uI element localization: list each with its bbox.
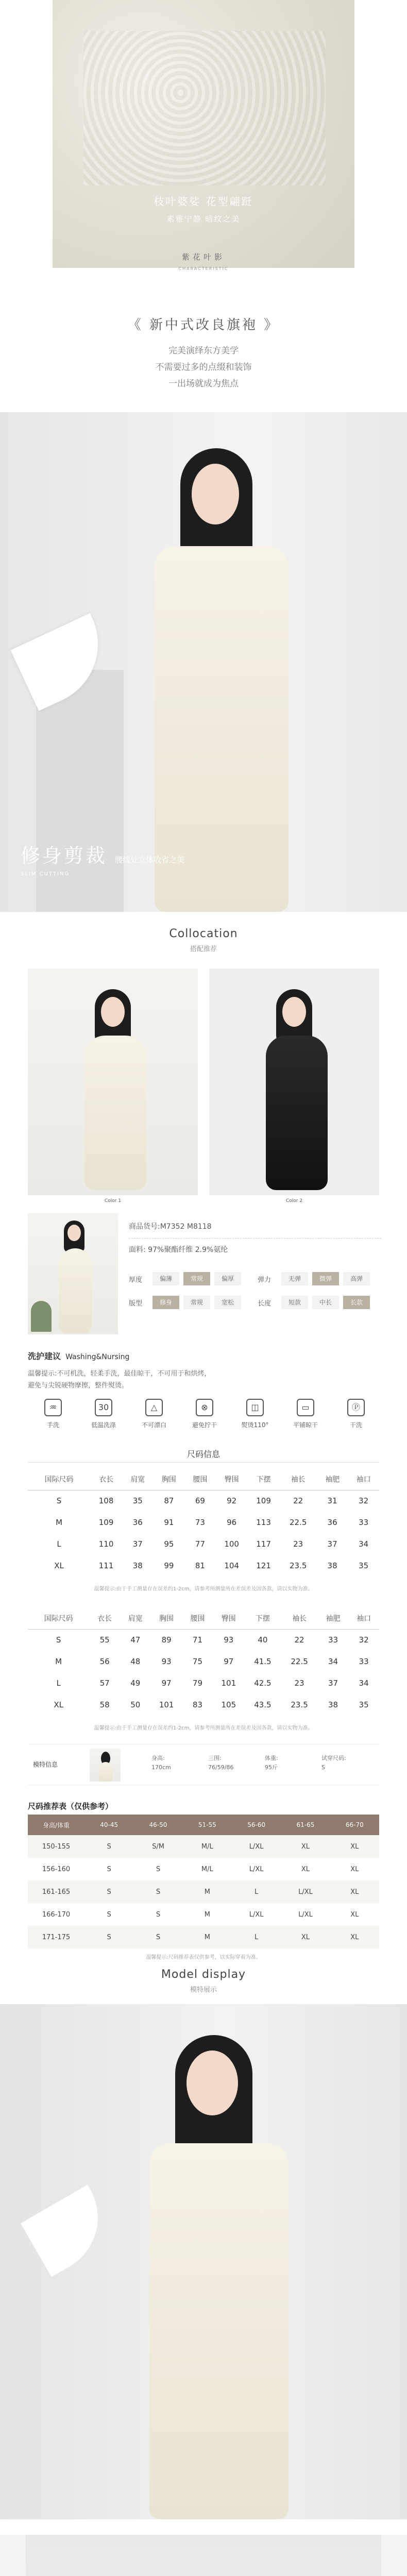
fabric-info: 面料: 97%聚酯纤维 2.9%氨纶	[129, 1246, 228, 1254]
recommend-header-cell: 66-70	[345, 1821, 364, 1828]
recommend-height-cell: 150-155	[42, 1842, 71, 1851]
hero-brand-cn: 紫花叶影	[181, 252, 225, 262]
attr-option: 常规	[183, 1296, 210, 1309]
table-cell: 92	[227, 1496, 237, 1506]
recommend-cell: XL	[301, 1842, 310, 1851]
model-info-cell	[208, 1754, 260, 1772]
recommend-cell: XL	[350, 1933, 359, 1941]
attr-label: 厚度	[129, 1276, 143, 1284]
model-info-text: S	[321, 1764, 325, 1771]
table-cell: 23	[294, 1679, 304, 1688]
wash-icon-label: 避免拧干	[192, 1421, 217, 1429]
model-dress-light	[84, 1036, 146, 1190]
recommend-cell: L/XL	[249, 1865, 264, 1873]
caption-sub: 腰线处立体收省之美	[115, 855, 185, 865]
size-info-title: 尺码信息	[186, 1449, 220, 1459]
attr-option: 宽松	[214, 1296, 241, 1309]
table-header-cell: 肩宽	[122, 1468, 154, 1490]
recommend-cell: M	[204, 1910, 210, 1919]
attr-option: 微弹	[312, 1272, 339, 1285]
recommend-cell: L/XL	[298, 1910, 313, 1919]
table-cell: 93	[224, 1635, 234, 1645]
recommend-cell: L/XL	[249, 1910, 264, 1919]
wash-title: 洗护建议	[28, 1351, 61, 1361]
table-header-cell: 袖口	[348, 1607, 379, 1629]
table-cell: 33	[359, 1657, 369, 1666]
attr-option: 短款	[281, 1296, 308, 1309]
attr-row	[258, 1294, 381, 1312]
table-row	[28, 1512, 379, 1533]
hero-line1: 枝叶婆娑 花型翩跹	[154, 195, 253, 208]
recommend-height-cell: 161-165	[42, 1888, 71, 1896]
table-cell: 97	[224, 1657, 234, 1666]
recommend-cell: S	[156, 1888, 161, 1896]
table-cell: 73	[195, 1518, 205, 1527]
collocation-photo-1	[28, 969, 198, 1195]
table-cell: 40	[258, 1635, 268, 1645]
table-cell: 48	[130, 1657, 141, 1666]
hero-brand-en: CHARACTERISTIC	[178, 266, 229, 271]
wash-text-2: 避免与尖锐硬物摩擦，整件熨烫。	[28, 1382, 129, 1389]
recommend-cell: S	[107, 1910, 111, 1919]
table-cell: 108	[98, 1496, 114, 1506]
table-cell: 49	[130, 1679, 141, 1688]
model-photo-1	[0, 412, 407, 912]
recommend-cell: L/XL	[249, 1842, 264, 1851]
plant-prop	[31, 1301, 52, 1332]
table-cell: S	[56, 1496, 62, 1506]
recommend-row	[28, 1880, 379, 1903]
table-header-cell: 衣长	[89, 1607, 120, 1629]
recommend-row	[28, 1926, 379, 1948]
table-cell: 97	[161, 1679, 172, 1688]
table-cell: 31	[327, 1496, 337, 1506]
wash-icon-label: 手洗	[46, 1421, 59, 1429]
wash-icon-item	[280, 1399, 331, 1435]
table-cell: 77	[195, 1539, 205, 1549]
table-cell: 96	[227, 1518, 237, 1527]
table-cell: 81	[195, 1561, 205, 1570]
table-cell: 47	[130, 1635, 141, 1645]
table-header-cell: 胸围	[154, 1468, 185, 1490]
table-cell: 41.5	[254, 1657, 272, 1666]
table-cell: 87	[164, 1496, 174, 1506]
table-cell: 69	[195, 1496, 205, 1506]
recommend-cell: M/L	[201, 1842, 213, 1851]
model-info-text: 95斤	[265, 1764, 278, 1771]
model-face	[67, 1225, 81, 1241]
recommend-header-cell: 61-65	[296, 1821, 315, 1828]
recommend-cell: S	[156, 1933, 161, 1941]
size-title-rule	[28, 1462, 379, 1463]
model-info-text: 试穿尺码:	[321, 1755, 346, 1761]
attr-option: 中长	[312, 1296, 339, 1309]
wash-symbol-icon: Ⓟ	[347, 1399, 365, 1416]
attr-option: 偏厚	[214, 1272, 241, 1285]
table-cell: M	[56, 1518, 63, 1527]
table-row	[28, 1533, 379, 1555]
table-header-cell: 袖口	[348, 1468, 379, 1490]
table-cell: L	[56, 1679, 61, 1688]
attr-row	[129, 1294, 252, 1312]
recommend-cell: S/M	[152, 1842, 164, 1851]
table-cell: 99	[164, 1561, 174, 1570]
attr-label: 弹力	[258, 1276, 272, 1284]
recommend-header-cell: 身高/体重	[42, 1821, 70, 1829]
info-thumbnail	[28, 1213, 118, 1334]
table-cell: 37	[327, 1539, 337, 1549]
wash-symbol-icon: ♒	[44, 1399, 62, 1416]
model-dress	[59, 1248, 92, 1333]
table-cell: 35	[132, 1496, 143, 1506]
table-cell: 55	[99, 1635, 110, 1645]
table-header-cell: 衣长	[90, 1468, 122, 1490]
intro-line-1: 完美演绎东方美学	[168, 346, 239, 356]
table-cell: 35	[359, 1700, 369, 1709]
table-header-cell: 腰围	[184, 1468, 216, 1490]
model-display-cn: 模特展示	[190, 1986, 217, 1994]
attr-option: 常规	[183, 1272, 210, 1285]
wash-icon-item	[129, 1399, 179, 1435]
table-cell: 22.5	[289, 1518, 307, 1527]
model-face	[101, 997, 125, 1027]
table-cell: 37	[328, 1679, 338, 1688]
wash-symbol-icon: △	[145, 1399, 163, 1416]
table-header-cell: 下摆	[244, 1607, 281, 1629]
recommend-cell: XL	[301, 1933, 310, 1941]
table-cell: 50	[130, 1700, 141, 1709]
collocation-photo-2	[209, 969, 379, 1195]
recommend-cell: XL	[350, 1888, 359, 1896]
color-label-1: Color 1	[104, 1198, 122, 1204]
attr-label: 版型	[129, 1300, 143, 1308]
table-header-cell: 肩宽	[120, 1607, 151, 1629]
recommend-note: 温馨提示:尺码推荐表仅供参考，以实际穿着为准。	[146, 1955, 261, 1960]
attr-option: 偏薄	[152, 1272, 179, 1285]
size-table-2	[28, 1607, 379, 1716]
table-cell: 22.5	[291, 1657, 308, 1666]
wash-symbol-icon: 30	[95, 1399, 112, 1416]
wash-icon-item	[28, 1399, 78, 1435]
table-row	[28, 1672, 379, 1694]
table-cell: 104	[224, 1561, 239, 1570]
table-cell: 79	[192, 1679, 203, 1688]
table-cell: 35	[359, 1561, 369, 1570]
table-cell: 111	[98, 1561, 114, 1570]
table-cell: 33	[359, 1518, 369, 1527]
table-cell: L	[57, 1539, 61, 1549]
table-cell: 32	[359, 1496, 369, 1506]
model-photo-2	[0, 2004, 407, 2519]
wash-icon-item	[331, 1399, 381, 1435]
recommend-cell: S	[107, 1842, 111, 1851]
recommend-cell: XL	[350, 1910, 359, 1919]
table-cell: 91	[164, 1518, 174, 1527]
table-cell: 38	[328, 1700, 338, 1709]
caption-en: SLIM CUTTING	[21, 871, 70, 877]
model-info-cell	[151, 1754, 203, 1772]
table-cell: 75	[192, 1657, 203, 1666]
table-header-cell: 胸围	[151, 1607, 182, 1629]
recommend-row	[28, 1858, 379, 1880]
wash-symbol-icon: ◫	[246, 1399, 264, 1416]
table-cell: 33	[328, 1635, 338, 1645]
table-cell: 105	[221, 1700, 236, 1709]
table-cell: 22	[293, 1496, 303, 1506]
model-info-box	[28, 1744, 379, 1785]
wash-symbol-icon: ▭	[297, 1399, 314, 1416]
wash-icon-label: 低温洗涤	[91, 1421, 116, 1429]
table-cell: 43.5	[254, 1700, 272, 1709]
table-row	[28, 1490, 379, 1512]
table-cell: XL	[54, 1561, 64, 1570]
wash-text-1: 温馨提示:不可机洗，轻柔手洗，最佳晾干，不可用于和烘烤，	[28, 1370, 211, 1378]
model-info-text: 170cm	[151, 1764, 171, 1771]
recommend-cell: XL	[350, 1842, 359, 1851]
table-cell: 34	[359, 1679, 369, 1688]
model-info-cell	[321, 1754, 373, 1772]
caption-title: 修身剪裁	[21, 844, 108, 867]
table-cell: 100	[224, 1539, 239, 1549]
table-cell: 117	[256, 1539, 271, 1549]
recommend-header-cell: 56-60	[247, 1821, 266, 1828]
intro-line-3: 一出场就成为焦点	[168, 379, 239, 389]
table-cell: 93	[161, 1657, 172, 1666]
table-cell: 57	[99, 1679, 110, 1688]
table-cell: S	[56, 1635, 61, 1645]
table-header-cell: 袖长	[281, 1607, 317, 1629]
recommend-cell: S	[107, 1933, 111, 1941]
table-cell: 34	[359, 1539, 369, 1549]
table-header-cell: 腰围	[182, 1607, 213, 1629]
hero-line2: 素雅宁静 暗纹之美	[166, 214, 241, 224]
table-cell: 113	[256, 1518, 271, 1527]
wash-title-en: Washing&Nursing	[65, 1353, 130, 1361]
table-row	[28, 1694, 379, 1716]
table-header-cell: 臀围	[216, 1468, 248, 1490]
recommend-header-row	[28, 1815, 379, 1835]
table-cell: 36	[132, 1518, 143, 1527]
table-cell: 58	[99, 1700, 110, 1709]
model-dress	[149, 2143, 289, 2519]
table-cell: 121	[256, 1561, 271, 1570]
item-number: 商品货号:M7352 M8118	[129, 1221, 381, 1239]
model-info-text: 体重:	[265, 1755, 278, 1761]
attr-label: 长度	[258, 1300, 272, 1308]
model-info-cell	[265, 1754, 316, 1772]
recommend-cell: L/XL	[298, 1888, 313, 1896]
recommend-cell: M	[204, 1888, 210, 1896]
wash-icon-label: 干洗	[349, 1421, 362, 1429]
hero-section	[0, 0, 407, 289]
table-cell: 89	[161, 1635, 172, 1645]
table-cell: 56	[99, 1657, 110, 1666]
table-cell: XL	[54, 1700, 63, 1709]
fabric-pattern	[83, 31, 326, 185]
table-cell: 110	[98, 1539, 114, 1549]
intro-line-2: 不需要过多的点缀和装饰	[155, 362, 252, 372]
attr-option: 长款	[343, 1296, 370, 1309]
attr-row	[258, 1270, 381, 1289]
collocation-title-cn: 搭配推荐	[190, 945, 217, 953]
table-cell: 23.5	[289, 1561, 307, 1570]
recommend-header-cell: 51-55	[198, 1821, 216, 1828]
table-cell: 83	[192, 1700, 203, 1709]
table-cell: 22	[294, 1635, 304, 1645]
table-row	[28, 1629, 379, 1651]
recommend-header-cell: 40-45	[100, 1821, 118, 1828]
table-header-row	[28, 1468, 379, 1490]
wash-icon-item	[230, 1399, 280, 1435]
table-row	[28, 1651, 379, 1672]
model-info-text: 身高:	[151, 1755, 165, 1761]
model-face	[282, 997, 306, 1027]
table-cell: 109	[256, 1496, 271, 1506]
table-cell: 38	[327, 1561, 337, 1570]
model-display-en: Model display	[161, 1968, 246, 1981]
size-note-2: 温馨提示:由于手工测量存在误差约1-2cm，请参考所测量所在差误差及因各款，请以实物为准。	[94, 1725, 313, 1731]
recommend-cell: M/L	[201, 1865, 213, 1873]
attr-row	[129, 1270, 252, 1289]
recommend-height-cell: 166-170	[42, 1910, 71, 1919]
recommend-cell: XL	[301, 1865, 310, 1873]
wash-icons-row	[28, 1399, 383, 1435]
wash-symbol-icon: ⊗	[196, 1399, 213, 1416]
room-bg	[26, 2535, 381, 2576]
recommend-cell: XL	[350, 1865, 359, 1873]
recommend-cell: S	[156, 1910, 161, 1919]
intro-title: 《 新中式改良旗袍 》	[127, 317, 280, 333]
recommend-cell: S	[107, 1888, 111, 1896]
wash-icon-item	[179, 1399, 230, 1435]
wash-icon-item	[78, 1399, 129, 1435]
table-cell: M	[55, 1657, 62, 1666]
collocation-title-en: Collocation	[169, 927, 238, 940]
table-cell: 101	[159, 1700, 174, 1709]
hero-fabric-image	[53, 0, 354, 268]
table-cell: 38	[132, 1561, 143, 1570]
table-cell: 23	[293, 1539, 303, 1549]
table-cell: 95	[164, 1539, 174, 1549]
recommend-header-cell: 46-50	[149, 1821, 167, 1828]
recommend-cell: S	[156, 1865, 161, 1873]
model-photo-3	[0, 2535, 407, 2576]
table-cell: 71	[192, 1635, 203, 1645]
table-cell: 109	[98, 1518, 114, 1527]
table-header-cell: 臀围	[213, 1607, 244, 1629]
recommend-row	[28, 1903, 379, 1926]
wash-icon-label: 不可漂白	[141, 1421, 166, 1429]
color-label-2: Color 2	[285, 1198, 303, 1204]
table-header-row	[28, 1607, 379, 1629]
recommend-cell: M	[204, 1933, 210, 1941]
table-header-cell: 袖肥	[318, 1607, 349, 1629]
wash-icon-label: 平铺晾干	[293, 1421, 318, 1429]
table-header-cell: 袖长	[280, 1468, 317, 1490]
table-cell: 23.5	[291, 1700, 308, 1709]
attribute-grid	[129, 1270, 381, 1321]
attr-option: 高弹	[343, 1272, 370, 1285]
table-header-cell: 国际尺码	[28, 1607, 89, 1629]
table-cell: 42.5	[254, 1679, 272, 1688]
table-cell: 32	[359, 1635, 369, 1645]
attr-option: 无弹	[281, 1272, 308, 1285]
wash-icon-label: 熨烫110°	[241, 1421, 269, 1429]
table-header-cell: 袖肥	[317, 1468, 348, 1490]
model-face	[186, 2050, 238, 2115]
model-dress	[99, 1762, 112, 1782]
recommend-row	[28, 1835, 379, 1858]
size-table-1	[28, 1468, 379, 1577]
table-cell: 36	[327, 1518, 337, 1527]
model-info-text: 三围:	[208, 1755, 222, 1761]
model-dress-black	[266, 1036, 328, 1190]
recommend-cell: L	[255, 1888, 259, 1896]
table-header-cell: 国际尺码	[28, 1468, 90, 1490]
recommend-cell: L	[255, 1933, 259, 1941]
recommend-title: 尺码推荐表（仅供参考）	[28, 1802, 113, 1811]
model-info-text: 76/59/86	[208, 1764, 234, 1771]
table-cell: 34	[328, 1657, 338, 1666]
model-info-thumb	[90, 1749, 121, 1782]
table-cell: 37	[132, 1539, 143, 1549]
recommend-table	[28, 1815, 379, 1948]
model-face	[192, 464, 239, 524]
table-row	[28, 1555, 379, 1577]
size-note-1: 温馨提示:由于手工测量存在误差约1-2cm，请参考所测量所在差误差及因各款，请以实物为准。	[94, 1586, 313, 1592]
table-cell: 101	[221, 1679, 236, 1688]
recommend-height-cell: 171-175	[42, 1933, 71, 1941]
recommend-height-cell: 156-160	[42, 1865, 71, 1873]
table-header-cell: 下摆	[248, 1468, 280, 1490]
recommend-cell: S	[107, 1865, 111, 1873]
model-info-label: 模特信息	[33, 1761, 58, 1768]
attr-option: 修身	[152, 1296, 179, 1309]
